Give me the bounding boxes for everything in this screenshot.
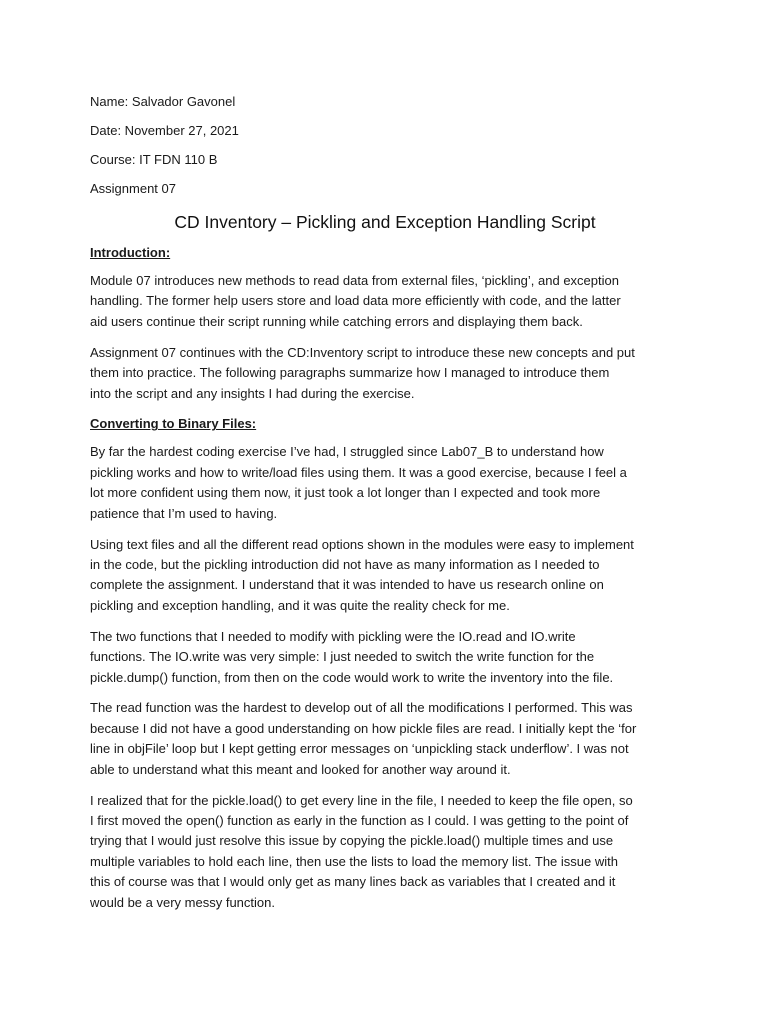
paragraph: Using text files and all the different read options shown in the modules were easy to implement in the code, but the pickling introduction did not have as many information as I needed to complete the assignment. I understand that it was intended to have us research online on pickling and exception handling, and it was quite the reality check for me. (90, 536, 634, 613)
paragraph: Module 07 introduces new methods to read data from external files, ‘pickling’, and exception handling. The former help users store and load data more efficiently with code, and the latter aid users continue their script running while catching errors and displaying them back. (90, 273, 621, 329)
document-body (90, 92, 680, 923)
section-heading-converting-to-binary-files: Converting to Binary Files: (90, 416, 257, 432)
paragraph: By far the hardest coding exercise I’ve had, I struggled since Lab07_B to understand how pickling works and how to write/load files using them. It was a good exercise, because I feel a lot more confident using them now, it just took a lot longer than I expected and took more patience that I’m used to having. (90, 444, 627, 521)
paragraph: The read function was the hardest to develop out of all the modifications I performed. This was because I did not have a good understanding on how pickle files are read. I initially kept the ‘for line in objFile’ loop but I kept getting error messages on ‘unpickling stack underflow’. I was not able to understand what this meant and looked for another way around it. (90, 700, 637, 777)
section-heading-introduction: Introduction: (90, 245, 171, 260)
author-name: Name: Salvador Gavonel (90, 94, 236, 109)
assignment-label: Assignment 07 (90, 181, 176, 196)
paragraph: Assignment 07 continues with the CD:Inventory script to introduce these new concepts and put them into practice. The following paragraphs summarize how I managed to introduce them into the script and any insights I had during the exercise. (90, 344, 635, 401)
paragraph: The two functions that I needed to modify with pickling were the IO.read and IO.write functions. The IO.write was very simple: I just needed to switch the write function for the pickle.dump() function, from then on the code would work to write the inventory into the file. (90, 628, 614, 685)
paragraph: I realized that for the pickle.load() to get every line in the file, I needed to keep the file open, so I first moved the open() function as early in the function as I could. I was getting to the point of trying that I would just resolve this issue by copying the pickle.load() multiple times and use multiple variables to hold each line, then use the lists to load the memory list. The issue with this of course was that I would only get as many lines back as variables that I created and it would be a very messy function. (90, 792, 633, 910)
document-date: Date: November 27, 2021 (90, 123, 239, 138)
document-title: CD Inventory – Pickling and Exception Handling Script (174, 212, 596, 232)
course-code: Course: IT FDN 110 B (90, 152, 218, 167)
